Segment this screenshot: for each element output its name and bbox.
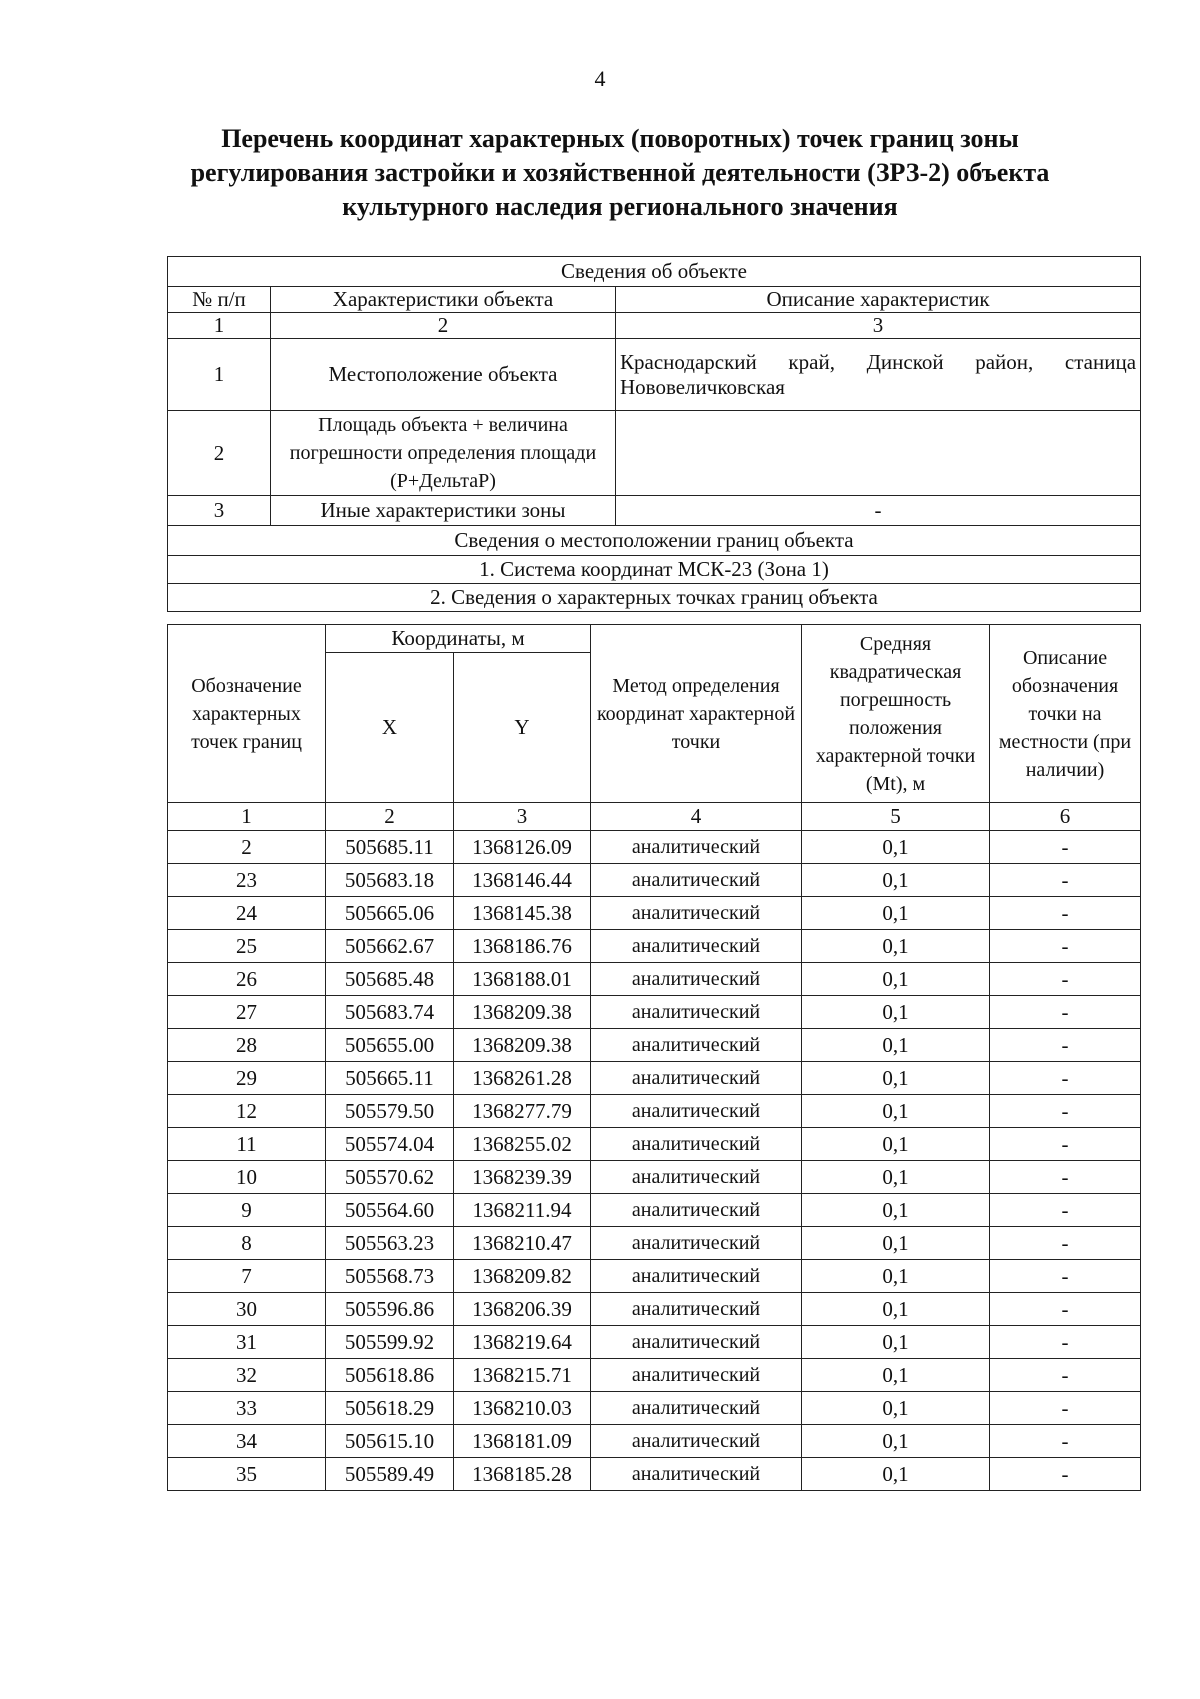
point-x: 505662.67 <box>326 930 454 963</box>
table-row <box>168 1161 1141 1194</box>
idx-cell: 3 <box>616 313 1141 339</box>
point-desc: - <box>990 1326 1141 1359</box>
idx-cell: 3 <box>454 803 591 831</box>
point-method: аналитический <box>591 1227 802 1260</box>
point-x: 505618.86 <box>326 1359 454 1392</box>
table-row <box>168 1359 1141 1392</box>
point-method: аналитический <box>591 1359 802 1392</box>
point-id: 12 <box>168 1095 326 1128</box>
point-id: 10 <box>168 1161 326 1194</box>
point-id: 2 <box>168 831 326 864</box>
table-row <box>168 411 1141 496</box>
point-id: 23 <box>168 864 326 897</box>
table-row <box>168 339 1141 411</box>
col-y-header: Y <box>454 653 591 803</box>
table-row <box>168 1458 1141 1491</box>
point-id: 24 <box>168 897 326 930</box>
point-mt: 0,1 <box>802 1161 990 1194</box>
point-x: 505685.11 <box>326 831 454 864</box>
point-mt: 0,1 <box>802 963 990 996</box>
point-mt: 0,1 <box>802 930 990 963</box>
point-y: 1368181.09 <box>454 1425 591 1458</box>
col-error-header: Средняя квадратическая погрешность положения характерной точки (Mt), м <box>802 625 990 803</box>
point-method: аналитический <box>591 1062 802 1095</box>
point-x: 505564.60 <box>326 1194 454 1227</box>
point-x: 505685.48 <box>326 963 454 996</box>
point-method: аналитический <box>591 1425 802 1458</box>
point-method: аналитический <box>591 1326 802 1359</box>
point-y: 1368209.82 <box>454 1260 591 1293</box>
point-x: 505574.04 <box>326 1128 454 1161</box>
row-desc: Краснодарский край, Динской район, станица Нововеличковская <box>616 339 1141 411</box>
idx-cell: 4 <box>591 803 802 831</box>
point-method: аналитический <box>591 897 802 930</box>
point-method: аналитический <box>591 1128 802 1161</box>
point-x: 505683.18 <box>326 864 454 897</box>
point-method: аналитический <box>591 1392 802 1425</box>
col-char-header: Характеристики объекта <box>271 287 616 313</box>
point-desc: - <box>990 930 1141 963</box>
col-point-header: Обозначение характерных точек границ <box>168 625 326 803</box>
point-desc: - <box>990 1062 1141 1095</box>
point-method: аналитический <box>591 1260 802 1293</box>
point-mt: 0,1 <box>802 1293 990 1326</box>
point-method: аналитический <box>591 1194 802 1227</box>
point-x: 505596.86 <box>326 1293 454 1326</box>
point-method: аналитический <box>591 963 802 996</box>
point-id: 32 <box>168 1359 326 1392</box>
point-desc: - <box>990 1029 1141 1062</box>
point-y: 1368209.38 <box>454 1029 591 1062</box>
point-x: 505665.11 <box>326 1062 454 1095</box>
row-num: 1 <box>168 339 271 411</box>
col-desc-header: Описание обозначения точки на местности (при наличии) <box>990 625 1141 803</box>
idx-cell: 5 <box>802 803 990 831</box>
point-mt: 0,1 <box>802 1260 990 1293</box>
point-mt: 0,1 <box>802 1359 990 1392</box>
point-x: 505655.00 <box>326 1029 454 1062</box>
document-title: Перечень координат характерных (поворотных) точек границ зоны регулирования застройки и хозяйственной деятельности (ЗРЗ-2) объекта культурного наследия регионального значения <box>190 124 1050 221</box>
idx-cell: 6 <box>990 803 1141 831</box>
point-method: аналитический <box>591 864 802 897</box>
point-desc: - <box>990 1227 1141 1260</box>
table-row <box>168 1326 1141 1359</box>
point-desc: - <box>990 831 1141 864</box>
point-mt: 0,1 <box>802 1095 990 1128</box>
table-row <box>168 930 1141 963</box>
point-id: 35 <box>168 1458 326 1491</box>
table-row <box>168 831 1141 864</box>
page-number: 4 <box>594 66 606 91</box>
object-info-table <box>167 256 1141 612</box>
point-y: 1368239.39 <box>454 1161 591 1194</box>
table-row <box>168 1062 1141 1095</box>
point-desc: - <box>990 1128 1141 1161</box>
point-mt: 0,1 <box>802 1227 990 1260</box>
point-mt: 0,1 <box>802 1029 990 1062</box>
point-id: 31 <box>168 1326 326 1359</box>
idx-cell: 1 <box>168 313 271 339</box>
table-row <box>168 496 1141 526</box>
point-mt: 0,1 <box>802 1128 990 1161</box>
table-row <box>168 1095 1141 1128</box>
point-y: 1368219.64 <box>454 1326 591 1359</box>
point-x: 505589.49 <box>326 1458 454 1491</box>
point-id: 27 <box>168 996 326 1029</box>
table-row <box>168 1425 1141 1458</box>
point-x: 505568.73 <box>326 1260 454 1293</box>
point-desc: - <box>990 1161 1141 1194</box>
point-y: 1368188.01 <box>454 963 591 996</box>
col-coords-header: Координаты, м <box>326 625 591 653</box>
point-y: 1368185.28 <box>454 1458 591 1491</box>
table-row <box>168 864 1141 897</box>
point-y: 1368261.28 <box>454 1062 591 1095</box>
point-method: аналитический <box>591 1095 802 1128</box>
point-desc: - <box>990 1458 1141 1491</box>
point-mt: 0,1 <box>802 1326 990 1359</box>
point-desc: - <box>990 1392 1141 1425</box>
point-y: 1368277.79 <box>454 1095 591 1128</box>
point-mt: 0,1 <box>802 831 990 864</box>
point-x: 505618.29 <box>326 1392 454 1425</box>
point-mt: 0,1 <box>802 897 990 930</box>
points-header: 2. Сведения о характерных точках границ объекта <box>168 584 1141 612</box>
row-char: Площадь объекта + величина погрешности определения площади (Р+ДельтаР) <box>271 411 616 496</box>
col-method-header: Метод определения координат характерной точки <box>591 625 802 803</box>
point-desc: - <box>990 996 1141 1029</box>
point-id: 28 <box>168 1029 326 1062</box>
point-id: 9 <box>168 1194 326 1227</box>
point-mt: 0,1 <box>802 1425 990 1458</box>
point-y: 1368211.94 <box>454 1194 591 1227</box>
idx-cell: 1 <box>168 803 326 831</box>
point-x: 505599.92 <box>326 1326 454 1359</box>
point-id: 29 <box>168 1062 326 1095</box>
point-y: 1368255.02 <box>454 1128 591 1161</box>
object-info-header: Сведения об объекте <box>168 257 1141 287</box>
point-x: 505570.62 <box>326 1161 454 1194</box>
point-x: 505683.74 <box>326 996 454 1029</box>
point-desc: - <box>990 1194 1141 1227</box>
location-header: Сведения о местоположении границ объекта <box>168 526 1141 556</box>
point-desc: - <box>990 1260 1141 1293</box>
idx-cell: 2 <box>271 313 616 339</box>
point-method: аналитический <box>591 831 802 864</box>
table-row <box>168 1128 1141 1161</box>
point-method: аналитический <box>591 1458 802 1491</box>
row-char: Иные характеристики зоны <box>271 496 616 526</box>
point-x: 505563.23 <box>326 1227 454 1260</box>
point-mt: 0,1 <box>802 1458 990 1491</box>
point-y: 1368210.03 <box>454 1392 591 1425</box>
point-id: 33 <box>168 1392 326 1425</box>
idx-cell: 2 <box>326 803 454 831</box>
point-y: 1368145.38 <box>454 897 591 930</box>
table-row <box>168 1194 1141 1227</box>
row-num: 3 <box>168 496 271 526</box>
table-row <box>168 1227 1141 1260</box>
row-char: Местоположение объекта <box>271 339 616 411</box>
point-method: аналитический <box>591 930 802 963</box>
table-row <box>168 1293 1141 1326</box>
point-x: 505579.50 <box>326 1095 454 1128</box>
point-id: 25 <box>168 930 326 963</box>
point-desc: - <box>990 1359 1141 1392</box>
point-mt: 0,1 <box>802 864 990 897</box>
point-desc: - <box>990 864 1141 897</box>
point-id: 26 <box>168 963 326 996</box>
point-method: аналитический <box>591 1293 802 1326</box>
table-row <box>168 1392 1141 1425</box>
col-x-header: X <box>326 653 454 803</box>
coord-system: 1. Система координат МСК-23 (Зона 1) <box>168 556 1141 584</box>
point-desc: - <box>990 1293 1141 1326</box>
col-desc-header: Описание характеристик <box>616 287 1141 313</box>
table-row <box>168 1029 1141 1062</box>
point-method: аналитический <box>591 1161 802 1194</box>
point-desc: - <box>990 1095 1141 1128</box>
point-y: 1368146.44 <box>454 864 591 897</box>
table-row <box>168 996 1141 1029</box>
table-row <box>168 1260 1141 1293</box>
point-mt: 0,1 <box>802 996 990 1029</box>
point-method: аналитический <box>591 1029 802 1062</box>
point-method: аналитический <box>591 996 802 1029</box>
point-id: 8 <box>168 1227 326 1260</box>
point-y: 1368186.76 <box>454 930 591 963</box>
point-y: 1368215.71 <box>454 1359 591 1392</box>
point-desc: - <box>990 963 1141 996</box>
point-id: 7 <box>168 1260 326 1293</box>
point-desc: - <box>990 1425 1141 1458</box>
table-row <box>168 897 1141 930</box>
points-table <box>167 624 1141 1491</box>
point-mt: 0,1 <box>802 1392 990 1425</box>
point-y: 1368210.47 <box>454 1227 591 1260</box>
row-desc: - <box>616 496 1141 526</box>
row-num: 2 <box>168 411 271 496</box>
point-desc: - <box>990 897 1141 930</box>
point-x: 505665.06 <box>326 897 454 930</box>
point-id: 30 <box>168 1293 326 1326</box>
col-num-header: № п/п <box>168 287 271 313</box>
point-id: 34 <box>168 1425 326 1458</box>
points-body <box>168 831 1141 1491</box>
point-mt: 0,1 <box>802 1062 990 1095</box>
point-mt: 0,1 <box>802 1194 990 1227</box>
row-desc <box>616 411 1141 496</box>
point-id: 11 <box>168 1128 326 1161</box>
point-y: 1368209.38 <box>454 996 591 1029</box>
point-x: 505615.10 <box>326 1425 454 1458</box>
point-y: 1368126.09 <box>454 831 591 864</box>
point-y: 1368206.39 <box>454 1293 591 1326</box>
table-row <box>168 963 1141 996</box>
